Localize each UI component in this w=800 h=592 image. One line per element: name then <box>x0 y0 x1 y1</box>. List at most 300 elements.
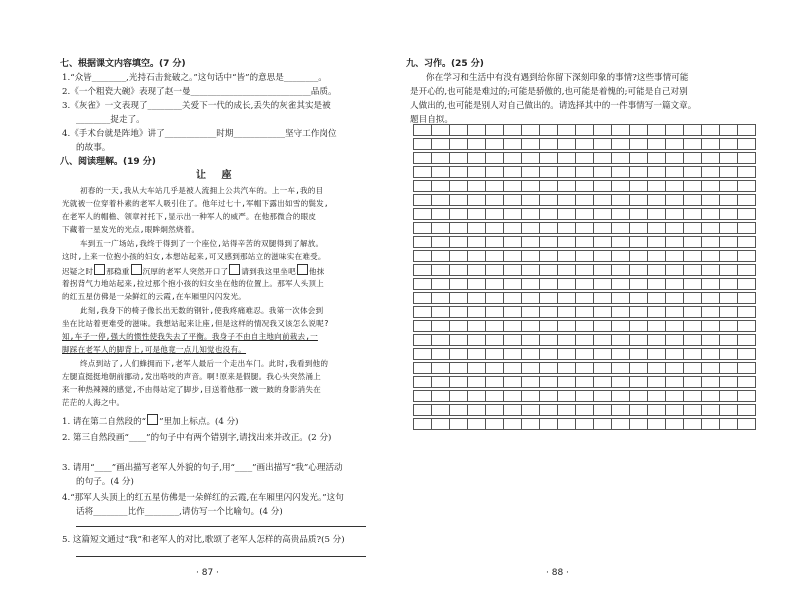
grid-cell[interactable] <box>522 139 540 150</box>
grid-cell[interactable] <box>630 181 648 192</box>
grid-cell[interactable] <box>738 335 756 346</box>
grid-cell[interactable] <box>702 293 720 304</box>
grid-cell[interactable] <box>666 125 684 136</box>
grid-cell[interactable] <box>720 265 738 276</box>
grid-cell[interactable] <box>504 125 522 136</box>
grid-cell[interactable] <box>612 223 630 234</box>
grid-cell[interactable] <box>486 251 504 262</box>
grid-cell[interactable] <box>522 195 540 206</box>
grid-cell[interactable] <box>468 377 486 388</box>
grid-cell[interactable] <box>684 419 702 430</box>
grid-cell[interactable] <box>630 349 648 360</box>
grid-cell[interactable] <box>594 391 612 402</box>
grid-cell[interactable] <box>450 363 468 374</box>
grid-cell[interactable] <box>576 363 594 374</box>
grid-cell[interactable] <box>486 195 504 206</box>
grid-cell[interactable] <box>648 167 666 178</box>
grid-cell[interactable] <box>594 209 612 220</box>
grid-cell[interactable] <box>504 195 522 206</box>
grid-cell[interactable] <box>648 251 666 262</box>
grid-cell[interactable] <box>450 293 468 304</box>
grid-cell[interactable] <box>558 293 576 304</box>
grid-cell[interactable] <box>414 363 432 374</box>
grid-cell[interactable] <box>486 321 504 332</box>
grid-cell[interactable] <box>738 321 756 332</box>
grid-cell[interactable] <box>486 265 504 276</box>
grid-cell[interactable] <box>432 139 450 150</box>
grid-cell[interactable] <box>702 167 720 178</box>
grid-cell[interactable] <box>630 209 648 220</box>
grid-cell[interactable] <box>576 153 594 164</box>
grid-cell[interactable] <box>522 419 540 430</box>
grid-cell[interactable] <box>720 153 738 164</box>
grid-cell[interactable] <box>468 167 486 178</box>
grid-cell[interactable] <box>432 363 450 374</box>
grid-cell[interactable] <box>432 209 450 220</box>
grid-cell[interactable] <box>558 139 576 150</box>
grid-cell[interactable] <box>558 195 576 206</box>
grid-cell[interactable] <box>414 321 432 332</box>
grid-cell[interactable] <box>486 125 504 136</box>
grid-cell[interactable] <box>684 195 702 206</box>
grid-cell[interactable] <box>594 321 612 332</box>
grid-cell[interactable] <box>432 405 450 416</box>
grid-cell[interactable] <box>684 377 702 388</box>
grid-cell[interactable] <box>540 237 558 248</box>
grid-cell[interactable] <box>720 335 738 346</box>
grid-cell[interactable] <box>666 153 684 164</box>
grid-cell[interactable] <box>540 167 558 178</box>
grid-cell[interactable] <box>432 279 450 290</box>
grid-cell[interactable] <box>504 139 522 150</box>
grid-cell[interactable] <box>594 307 612 318</box>
grid-cell[interactable] <box>648 181 666 192</box>
grid-cell[interactable] <box>702 181 720 192</box>
grid-cell[interactable] <box>702 153 720 164</box>
grid-cell[interactable] <box>594 377 612 388</box>
grid-cell[interactable] <box>576 377 594 388</box>
grid-cell[interactable] <box>414 377 432 388</box>
grid-cell[interactable] <box>684 251 702 262</box>
grid-cell[interactable] <box>738 209 756 220</box>
grid-cell[interactable] <box>450 279 468 290</box>
grid-cell[interactable] <box>486 139 504 150</box>
grid-cell[interactable] <box>612 391 630 402</box>
grid-cell[interactable] <box>486 209 504 220</box>
grid-cell[interactable] <box>522 307 540 318</box>
grid-cell[interactable] <box>738 181 756 192</box>
grid-cell[interactable] <box>414 265 432 276</box>
grid-cell[interactable] <box>612 405 630 416</box>
grid-cell[interactable] <box>414 237 432 248</box>
grid-cell[interactable] <box>504 391 522 402</box>
grid-cell[interactable] <box>648 195 666 206</box>
grid-cell[interactable] <box>594 335 612 346</box>
grid-cell[interactable] <box>504 265 522 276</box>
grid-cell[interactable] <box>666 377 684 388</box>
grid-cell[interactable] <box>720 279 738 290</box>
grid-cell[interactable] <box>594 139 612 150</box>
grid-cell[interactable] <box>468 307 486 318</box>
grid-cell[interactable] <box>414 307 432 318</box>
grid-cell[interactable] <box>630 153 648 164</box>
grid-cell[interactable] <box>522 349 540 360</box>
grid-cell[interactable] <box>738 307 756 318</box>
grid-cell[interactable] <box>414 251 432 262</box>
grid-cell[interactable] <box>576 419 594 430</box>
grid-cell[interactable] <box>450 377 468 388</box>
grid-cell[interactable] <box>540 307 558 318</box>
grid-cell[interactable] <box>522 251 540 262</box>
grid-cell[interactable] <box>432 223 450 234</box>
grid-cell[interactable] <box>720 181 738 192</box>
grid-cell[interactable] <box>666 167 684 178</box>
grid-cell[interactable] <box>486 335 504 346</box>
grid-cell[interactable] <box>684 335 702 346</box>
grid-cell[interactable] <box>522 363 540 374</box>
grid-cell[interactable] <box>720 195 738 206</box>
grid-cell[interactable] <box>612 321 630 332</box>
grid-cell[interactable] <box>738 153 756 164</box>
grid-cell[interactable] <box>468 125 486 136</box>
grid-cell[interactable] <box>450 209 468 220</box>
grid-cell[interactable] <box>666 223 684 234</box>
grid-cell[interactable] <box>558 153 576 164</box>
grid-cell[interactable] <box>414 209 432 220</box>
grid-cell[interactable] <box>450 265 468 276</box>
grid-cell[interactable] <box>558 251 576 262</box>
grid-cell[interactable] <box>540 405 558 416</box>
grid-cell[interactable] <box>576 279 594 290</box>
grid-cell[interactable] <box>666 293 684 304</box>
grid-cell[interactable] <box>540 153 558 164</box>
grid-cell[interactable] <box>612 209 630 220</box>
grid-cell[interactable] <box>612 363 630 374</box>
grid-cell[interactable] <box>450 335 468 346</box>
grid-cell[interactable] <box>666 181 684 192</box>
grid-cell[interactable] <box>612 377 630 388</box>
grid-cell[interactable] <box>450 391 468 402</box>
grid-cell[interactable] <box>432 125 450 136</box>
grid-cell[interactable] <box>648 363 666 374</box>
grid-cell[interactable] <box>648 153 666 164</box>
grid-cell[interactable] <box>540 265 558 276</box>
grid-cell[interactable] <box>612 279 630 290</box>
grid-cell[interactable] <box>504 153 522 164</box>
grid-cell[interactable] <box>432 237 450 248</box>
grid-cell[interactable] <box>684 293 702 304</box>
grid-cell[interactable] <box>504 167 522 178</box>
grid-cell[interactable] <box>522 321 540 332</box>
grid-cell[interactable] <box>684 405 702 416</box>
grid-cell[interactable] <box>468 265 486 276</box>
essay-writing-grid[interactable] <box>413 124 756 430</box>
grid-cell[interactable] <box>540 293 558 304</box>
grid-cell[interactable] <box>720 349 738 360</box>
grid-cell[interactable] <box>630 237 648 248</box>
grid-cell[interactable] <box>486 419 504 430</box>
grid-cell[interactable] <box>504 181 522 192</box>
grid-cell[interactable] <box>432 293 450 304</box>
grid-cell[interactable] <box>720 391 738 402</box>
grid-cell[interactable] <box>576 139 594 150</box>
grid-cell[interactable] <box>576 237 594 248</box>
grid-cell[interactable] <box>414 293 432 304</box>
grid-cell[interactable] <box>522 209 540 220</box>
grid-cell[interactable] <box>558 363 576 374</box>
grid-cell[interactable] <box>414 279 432 290</box>
grid-cell[interactable] <box>666 321 684 332</box>
grid-cell[interactable] <box>648 419 666 430</box>
grid-cell[interactable] <box>684 209 702 220</box>
grid-cell[interactable] <box>612 139 630 150</box>
grid-cell[interactable] <box>612 419 630 430</box>
grid-cell[interactable] <box>738 377 756 388</box>
grid-cell[interactable] <box>432 391 450 402</box>
answer-line[interactable] <box>76 556 366 557</box>
grid-cell[interactable] <box>468 335 486 346</box>
grid-cell[interactable] <box>684 363 702 374</box>
grid-cell[interactable] <box>738 125 756 136</box>
grid-cell[interactable] <box>504 349 522 360</box>
grid-cell[interactable] <box>432 251 450 262</box>
grid-cell[interactable] <box>414 125 432 136</box>
grid-cell[interactable] <box>558 223 576 234</box>
grid-cell[interactable] <box>540 251 558 262</box>
punctuation-box[interactable] <box>229 264 240 275</box>
grid-cell[interactable] <box>432 335 450 346</box>
grid-cell[interactable] <box>648 377 666 388</box>
grid-cell[interactable] <box>720 167 738 178</box>
grid-cell[interactable] <box>648 237 666 248</box>
grid-cell[interactable] <box>648 279 666 290</box>
grid-cell[interactable] <box>558 279 576 290</box>
grid-cell[interactable] <box>486 181 504 192</box>
grid-cell[interactable] <box>702 209 720 220</box>
grid-cell[interactable] <box>504 363 522 374</box>
grid-cell[interactable] <box>594 293 612 304</box>
grid-cell[interactable] <box>648 391 666 402</box>
grid-cell[interactable] <box>594 237 612 248</box>
grid-cell[interactable] <box>684 321 702 332</box>
grid-cell[interactable] <box>522 293 540 304</box>
grid-cell[interactable] <box>630 335 648 346</box>
grid-cell[interactable] <box>540 363 558 374</box>
grid-cell[interactable] <box>540 279 558 290</box>
grid-cell[interactable] <box>738 167 756 178</box>
grid-cell[interactable] <box>648 405 666 416</box>
grid-cell[interactable] <box>684 167 702 178</box>
grid-cell[interactable] <box>414 153 432 164</box>
grid-cell[interactable] <box>630 195 648 206</box>
grid-cell[interactable] <box>702 279 720 290</box>
grid-cell[interactable] <box>576 391 594 402</box>
grid-cell[interactable] <box>504 405 522 416</box>
grid-cell[interactable] <box>468 223 486 234</box>
grid-cell[interactable] <box>666 307 684 318</box>
grid-cell[interactable] <box>414 139 432 150</box>
grid-cell[interactable] <box>450 237 468 248</box>
punctuation-box[interactable] <box>94 264 105 275</box>
grid-cell[interactable] <box>612 335 630 346</box>
grid-cell[interactable] <box>522 405 540 416</box>
grid-cell[interactable] <box>522 391 540 402</box>
grid-cell[interactable] <box>720 209 738 220</box>
grid-cell[interactable] <box>720 307 738 318</box>
grid-cell[interactable] <box>558 181 576 192</box>
grid-cell[interactable] <box>720 363 738 374</box>
grid-cell[interactable] <box>684 279 702 290</box>
grid-cell[interactable] <box>738 139 756 150</box>
grid-cell[interactable] <box>594 153 612 164</box>
grid-cell[interactable] <box>684 265 702 276</box>
grid-cell[interactable] <box>612 265 630 276</box>
grid-cell[interactable] <box>702 405 720 416</box>
grid-cell[interactable] <box>648 293 666 304</box>
grid-cell[interactable] <box>738 195 756 206</box>
grid-cell[interactable] <box>702 251 720 262</box>
grid-cell[interactable] <box>468 349 486 360</box>
grid-cell[interactable] <box>558 125 576 136</box>
grid-cell[interactable] <box>720 293 738 304</box>
grid-cell[interactable] <box>648 209 666 220</box>
grid-cell[interactable] <box>684 391 702 402</box>
grid-cell[interactable] <box>450 167 468 178</box>
grid-cell[interactable] <box>666 419 684 430</box>
grid-cell[interactable] <box>486 307 504 318</box>
grid-cell[interactable] <box>414 335 432 346</box>
grid-cell[interactable] <box>594 405 612 416</box>
grid-cell[interactable] <box>648 265 666 276</box>
grid-cell[interactable] <box>594 419 612 430</box>
grid-cell[interactable] <box>576 307 594 318</box>
grid-cell[interactable] <box>486 153 504 164</box>
grid-cell[interactable] <box>612 293 630 304</box>
grid-cell[interactable] <box>702 195 720 206</box>
grid-cell[interactable] <box>468 153 486 164</box>
grid-cell[interactable] <box>630 377 648 388</box>
grid-cell[interactable] <box>648 349 666 360</box>
grid-cell[interactable] <box>540 209 558 220</box>
grid-cell[interactable] <box>576 167 594 178</box>
grid-cell[interactable] <box>522 265 540 276</box>
grid-cell[interactable] <box>414 349 432 360</box>
grid-cell[interactable] <box>432 321 450 332</box>
answer-line[interactable] <box>76 526 366 527</box>
grid-cell[interactable] <box>702 125 720 136</box>
grid-cell[interactable] <box>630 223 648 234</box>
grid-cell[interactable] <box>576 335 594 346</box>
grid-cell[interactable] <box>594 279 612 290</box>
grid-cell[interactable] <box>576 405 594 416</box>
grid-cell[interactable] <box>522 167 540 178</box>
grid-cell[interactable] <box>684 153 702 164</box>
grid-cell[interactable] <box>540 391 558 402</box>
grid-cell[interactable] <box>468 293 486 304</box>
grid-cell[interactable] <box>648 125 666 136</box>
grid-cell[interactable] <box>432 377 450 388</box>
grid-cell[interactable] <box>702 265 720 276</box>
grid-cell[interactable] <box>702 363 720 374</box>
grid-cell[interactable] <box>702 377 720 388</box>
grid-cell[interactable] <box>450 419 468 430</box>
grid-cell[interactable] <box>594 125 612 136</box>
grid-cell[interactable] <box>468 209 486 220</box>
grid-cell[interactable] <box>666 139 684 150</box>
grid-cell[interactable] <box>540 377 558 388</box>
grid-cell[interactable] <box>468 181 486 192</box>
grid-cell[interactable] <box>594 223 612 234</box>
grid-cell[interactable] <box>558 405 576 416</box>
grid-cell[interactable] <box>540 335 558 346</box>
grid-cell[interactable] <box>666 265 684 276</box>
grid-cell[interactable] <box>630 321 648 332</box>
grid-cell[interactable] <box>576 265 594 276</box>
grid-cell[interactable] <box>486 293 504 304</box>
grid-cell[interactable] <box>666 279 684 290</box>
grid-cell[interactable] <box>558 209 576 220</box>
grid-cell[interactable] <box>504 251 522 262</box>
grid-cell[interactable] <box>720 419 738 430</box>
grid-cell[interactable] <box>450 251 468 262</box>
grid-cell[interactable] <box>486 349 504 360</box>
grid-cell[interactable] <box>702 419 720 430</box>
grid-cell[interactable] <box>666 363 684 374</box>
grid-cell[interactable] <box>522 125 540 136</box>
grid-cell[interactable] <box>702 139 720 150</box>
grid-cell[interactable] <box>702 335 720 346</box>
grid-cell[interactable] <box>414 419 432 430</box>
grid-cell[interactable] <box>630 293 648 304</box>
punctuation-box[interactable] <box>131 264 142 275</box>
grid-cell[interactable] <box>594 195 612 206</box>
grid-cell[interactable] <box>504 307 522 318</box>
grid-cell[interactable] <box>630 279 648 290</box>
grid-cell[interactable] <box>594 349 612 360</box>
grid-cell[interactable] <box>486 223 504 234</box>
grid-cell[interactable] <box>576 251 594 262</box>
grid-cell[interactable] <box>450 307 468 318</box>
grid-cell[interactable] <box>468 419 486 430</box>
grid-cell[interactable] <box>702 223 720 234</box>
grid-cell[interactable] <box>738 279 756 290</box>
grid-cell[interactable] <box>630 139 648 150</box>
grid-cell[interactable] <box>468 251 486 262</box>
grid-cell[interactable] <box>594 265 612 276</box>
grid-cell[interactable] <box>450 125 468 136</box>
grid-cell[interactable] <box>414 167 432 178</box>
grid-cell[interactable] <box>738 265 756 276</box>
grid-cell[interactable] <box>612 349 630 360</box>
grid-cell[interactable] <box>504 335 522 346</box>
grid-cell[interactable] <box>504 419 522 430</box>
grid-cell[interactable] <box>450 223 468 234</box>
grid-cell[interactable] <box>468 405 486 416</box>
grid-cell[interactable] <box>648 335 666 346</box>
grid-cell[interactable] <box>450 195 468 206</box>
grid-cell[interactable] <box>612 237 630 248</box>
grid-cell[interactable] <box>468 237 486 248</box>
grid-cell[interactable] <box>576 195 594 206</box>
grid-cell[interactable] <box>486 377 504 388</box>
grid-cell[interactable] <box>684 223 702 234</box>
grid-cell[interactable] <box>504 209 522 220</box>
grid-cell[interactable] <box>612 251 630 262</box>
grid-cell[interactable] <box>612 125 630 136</box>
grid-cell[interactable] <box>666 209 684 220</box>
punctuation-box[interactable] <box>297 264 308 275</box>
grid-cell[interactable] <box>720 405 738 416</box>
